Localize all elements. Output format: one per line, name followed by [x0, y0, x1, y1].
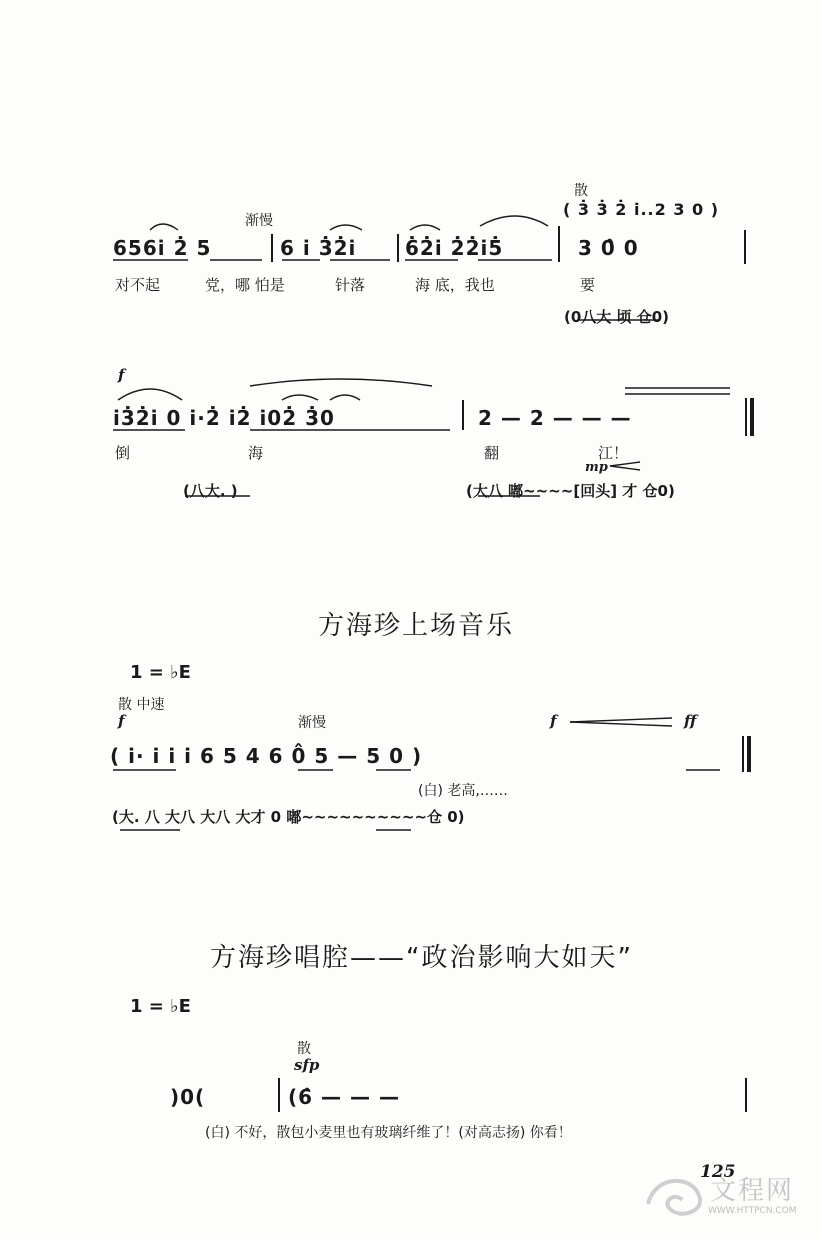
melody-measure-3: 6̇2̇i̇ 2̇2̇i̇5̇ [405, 236, 504, 260]
melody-line-3: ( i̇· i̇ i̇ i̇ 6 5 4 6 0̂ 5 — 5 0 ) [110, 744, 423, 768]
tempo-marking: 散 中速 [118, 697, 165, 713]
spoken-line: (白) 不好，散包小麦里也有玻璃纤维了！(对高志扬) 你看！ [205, 1125, 572, 1141]
percussion-line: (八大. ) [183, 482, 238, 500]
lyric: 对不起 [115, 276, 161, 294]
dynamic-f: f [550, 712, 557, 730]
lyric: 要 [580, 276, 596, 294]
lyric: 针落 [335, 276, 366, 294]
lyric: 海 底，我也 [415, 276, 495, 294]
tempo-jianman: 渐慢 [298, 715, 326, 731]
tempo-san-top: 散 [574, 183, 588, 199]
watermark-text: 文程网 [710, 1176, 795, 1206]
spoken-line: (白) 老高,…… [418, 783, 508, 799]
percussion-line: (大. 八 大八 大八 大才 0 嘟~~~~~~~~~~仓 0) [112, 808, 465, 826]
section-title: 方海珍唱腔——“政治影响大如天” [210, 943, 633, 973]
melody-left: )0( [170, 1085, 206, 1109]
melody-measure-2: 6 i̇ 3̇2̇i̇ [280, 236, 357, 260]
melody-line-4: (6̂ — — — [288, 1085, 400, 1109]
melody-measure-1: 656i̇ 2̇ 5 [113, 236, 212, 260]
dynamic-f: f [118, 366, 125, 384]
key-signature: 1 = ♭E [130, 996, 191, 1017]
lyric: 翻 [484, 444, 500, 462]
key-signature: 1 = ♭E [130, 662, 191, 683]
accompaniment-top: ( 3̇ 3̇ 2̇ i̇..2 3 0 ) [563, 200, 720, 219]
dynamic-sfp: sfp [294, 1056, 320, 1074]
melody-line-2: i̇3̇2̇i̇ 0 i̇·2̇ i̇2̇ i̇02̇ 3̇0 [113, 406, 335, 430]
percussion-line: (大八 嘟~~~~[回头] 才 仓0) [466, 482, 675, 500]
dynamic-mp: mp [585, 460, 608, 475]
tempo-marking: 散 [297, 1041, 311, 1057]
watermark-url: WWW.HTTPCN.COM [708, 1206, 797, 1216]
lyric: 海 [248, 444, 264, 462]
dynamic-ff: ff [684, 712, 697, 730]
dynamic-f: f [118, 712, 125, 730]
lyric: 倒 [115, 444, 131, 462]
melody-line-2-end: 2 — 2 — — — [478, 406, 632, 430]
percussion-line: (0八大 顷 仓0) [564, 308, 670, 326]
section-title: 方海珍上场音乐 [318, 611, 515, 641]
melody-measure-4: 3 0̂ 0 [578, 236, 639, 260]
tempo-jianman-top: 渐慢 [245, 213, 273, 229]
lyric: 江！ [598, 444, 629, 462]
page-number: 125 [700, 1162, 736, 1182]
lyric: 党，哪 怕是 [205, 276, 285, 294]
